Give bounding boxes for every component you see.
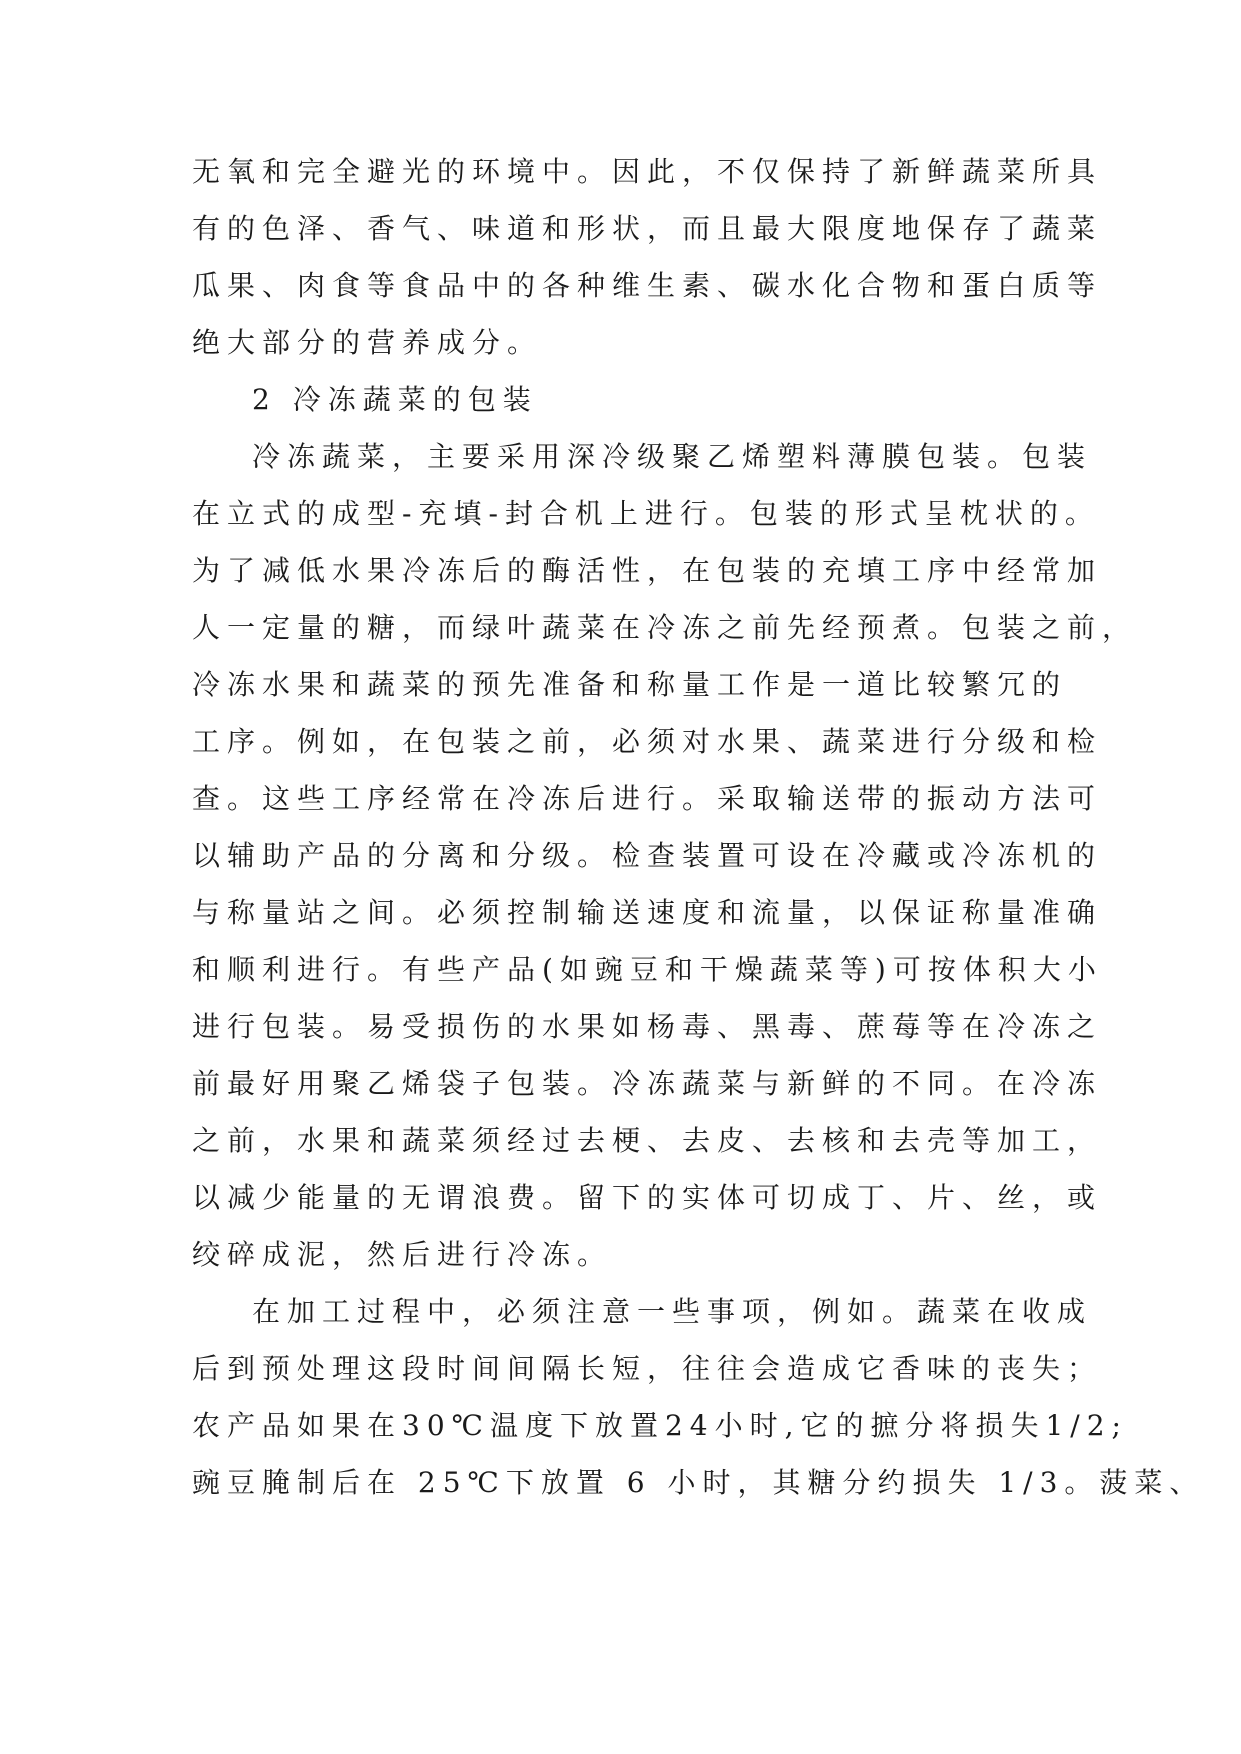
- body-text-line: 之前，水果和蔬菜须经过去梗、去皮、去核和去壳等加工，: [192, 1124, 1103, 1157]
- body-text-line: 和顺利进行。有些产品(如豌豆和干燥蔬菜等)可按体积大小: [192, 953, 1103, 986]
- body-text-line: 在加工过程中，必须注意一些事项，例如。蔬菜在收成: [252, 1295, 1093, 1328]
- body-text-line: 有的色泽、香气、味道和形状，而且最大限度地保存了蔬菜: [192, 212, 1103, 245]
- body-text-line: 人一定量的糖，而绿叶蔬菜在冷冻之前先经预煮。包装之前，: [192, 611, 1138, 644]
- body-text-line: 进行包装。易受损伤的水果如杨毒、黑毒、蔗莓等在冷冻之: [192, 1010, 1103, 1043]
- body-text-line: 无氧和完全避光的环境中。因此，不仅保持了新鲜蔬菜所具: [192, 155, 1103, 188]
- body-text-line: 瓜果、肉食等食品中的各种维生素、碳水化合物和蛋白质等: [192, 269, 1103, 302]
- body-text-line: 前最好用聚乙烯袋子包装。冷冻蔬菜与新鲜的不同。在冷冻: [192, 1067, 1103, 1100]
- body-text-line: 绞碎成泥，然后进行冷冻。: [192, 1238, 613, 1271]
- body-text-line: 冷冻蔬菜，主要采用深冷级聚乙烯塑料薄膜包装。包装: [252, 440, 1093, 473]
- section-heading: 2 冷冻蔬菜的包装: [252, 383, 538, 416]
- body-text-line: 工序。例如，在包装之前，必须对水果、蔬菜进行分级和检: [192, 725, 1103, 758]
- body-text-line: 查。这些工序经常在冷冻后进行。采取输送带的振动方法可: [192, 782, 1103, 815]
- body-text-line: 以辅助产品的分离和分级。检查装置可设在冷藏或冷冻机的: [192, 839, 1103, 872]
- body-text-line: 农产品如果在30℃温度下放置24小时,它的摭分将损失1/2;: [192, 1409, 1128, 1442]
- body-text-line: 为了减低水果冷冻后的酶活性，在包装的充填工序中经常加: [192, 554, 1103, 587]
- body-text-line: 绝大部分的营养成分。: [192, 326, 543, 359]
- body-text-line: 在立式的成型-充填-封合机上进行。包装的形式呈枕状的。: [192, 497, 1100, 530]
- body-text-line: 豌豆腌制后在 25℃下放置 6 小时，其糖分约损失 1/3。菠菜、: [192, 1466, 1205, 1499]
- body-text-line: 与称量站之间。必须控制输送速度和流量，以保证称量准确: [192, 896, 1103, 929]
- body-text-line: 冷冻水果和蔬菜的预先准备和称量工作是一道比较繁冗的: [192, 668, 1068, 701]
- body-text-line: 后到预处理这段时间间隔长短，往往会造成它香味的丧失；: [192, 1352, 1103, 1385]
- body-text-line: 以减少能量的无谓浪费。留下的实体可切成丁、片、丝，或: [192, 1181, 1103, 1214]
